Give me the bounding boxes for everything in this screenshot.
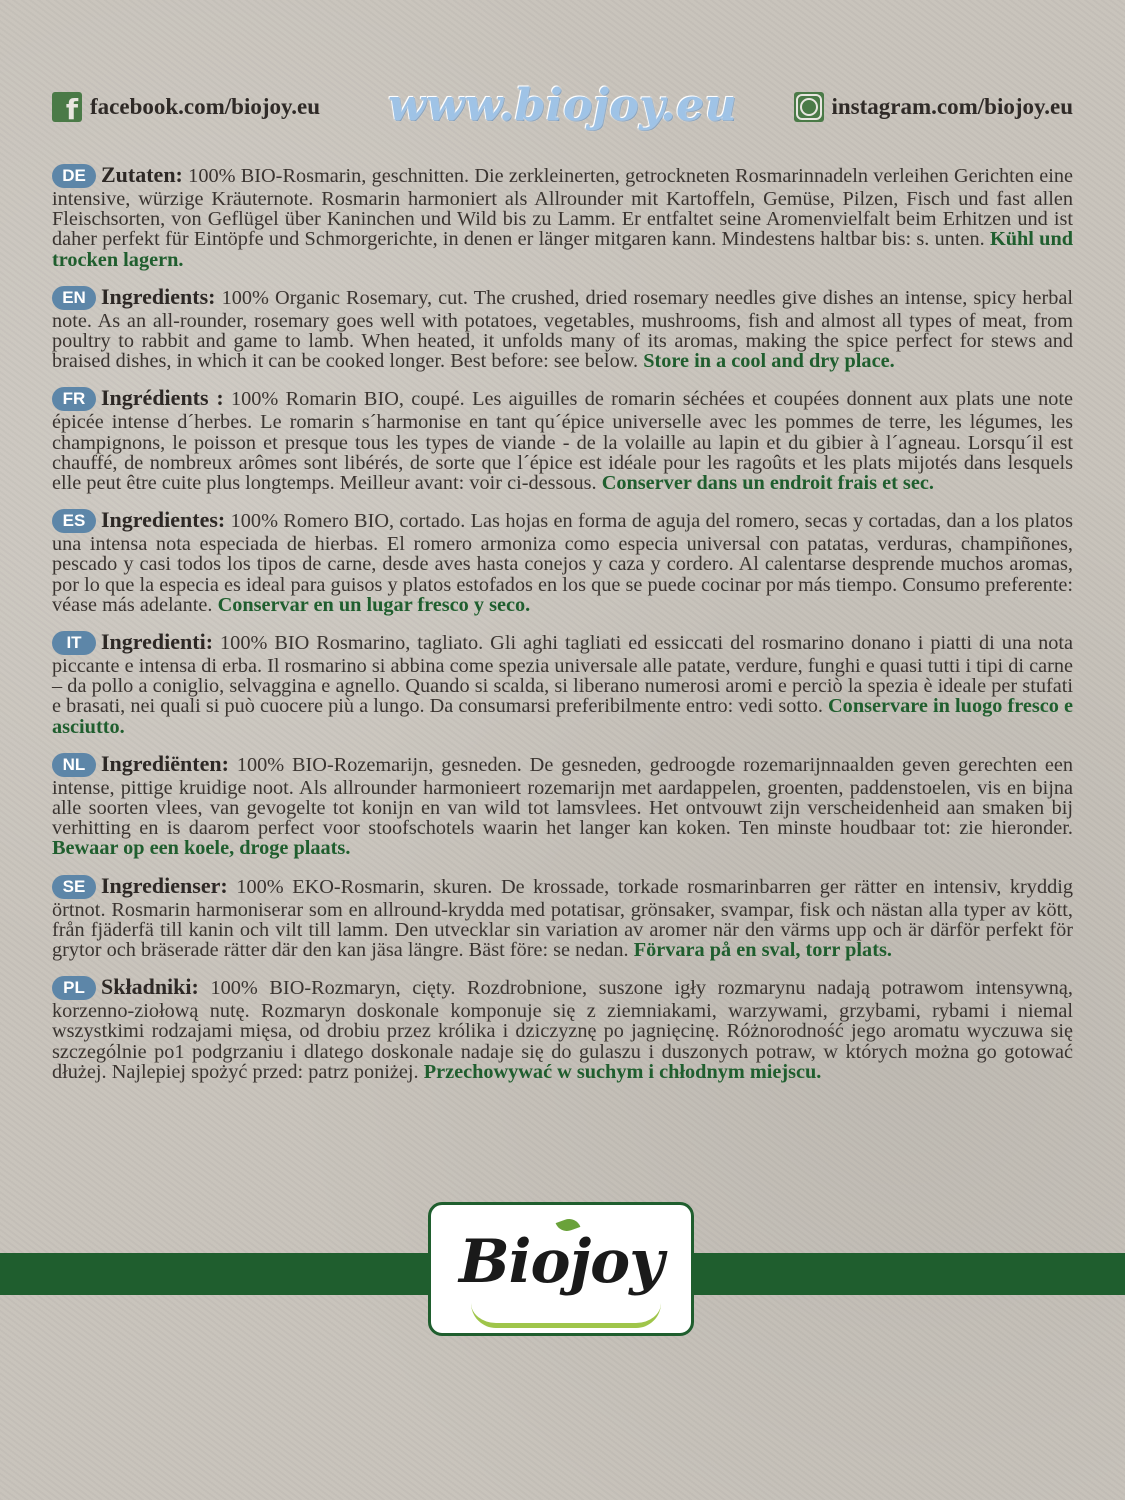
facebook-text: facebook.com/biojoy.eu <box>90 94 320 119</box>
storage-instruction: Store in a cool and dry place. <box>643 350 895 373</box>
entry-body: 100% EKO-Rosmarin, skuren. De krossade, torkade rosmarinbarren ger rätter en intensiv, kryddig örtnot. Rosmarin harmoniserar som en allround-krydda med potatisar, grönsaker, svampar, fisk och nästan alla typer av kött, från fjäderfä till kanin och vilt till lamm. Den utvecklar sin variation av aromer när den värms upp och är därför perfekt för grytor och bräserade rätter där den kan jäsa längre. Bäst före: se nedan. <box>52 875 1073 962</box>
entry-heading: Ingrediënten: <box>101 750 229 776</box>
language-badge: SE <box>52 875 96 899</box>
entry-body: 100% Romarin BIO, coupé. Les aiguilles de romarin séchées et coupées donnent aux plats une note épicée intense d´herbes. Le romarin s´harmonise en tant qu´épice universelle avec les pommes de terre, les légumes, les champignons, le poisson et presque tous les types de viande - de la volaille au lapin et du gibier à l´agneau. Lorsqu´il est chauffé, de nombreux arômes sont libérés, de sorte que l´épice est idéale pour les ragoûts et les plats mijotés dans lesquels elle peut être cuite plus longtemps. Meilleur avant: voir ci-dessous. <box>52 388 1074 495</box>
entry-en <box>52 283 1073 373</box>
language-badge: FR <box>52 387 96 411</box>
instagram-link[interactable] <box>794 92 1074 122</box>
entry-heading: Ingrédients : <box>101 385 224 411</box>
entry-body: 100% Romero BIO, cortado. Las hojas en forma de aguja del romero, secas y cortadas, dan a los platos una intensa nota especiada de hierbas. El romero armoniza como especia universal con patatas, verduras, champiñones, pescado y casi todos los tipos de carne, desde aves hasta conejos y caza y cordero. Al calentarse desprende muchos aromas, por lo que la especia es ideal para guisos y platos estofados en los que se puede cocinar por más tiempo. Consumo preferente: véase más adelante. <box>52 510 1073 616</box>
entry-body: 100% BIO-Rozemarijn, gesneden. De gesneden, gedroogde rozemarijnnaalden geven gerechten een intense, pittige kruidige noot. Als allrounder harmonieert rozemarijn met aardappelen, groenten, paddenstoelen, vis en bijna alle soorten vlees, van gevogelte tot konijn en van wild tot lamsvlees. Het ontvouwt zijn verscheidenheid aan smaken bij verhitting en is daarom perfect voor stoofschotels waarin het langer kan koken. Ten minste houdbaar tot: zie hieronder. <box>52 753 1073 840</box>
instagram-text: instagram.com/biojoy.eu <box>831 94 1073 119</box>
language-badge: EN <box>52 286 96 310</box>
storage-instruction: Conservare in luogo fresco e asciutto. <box>52 695 1073 738</box>
biojoy-logo <box>428 1202 694 1336</box>
entry-body: 100% BIO Rosmarino, tagliato. Gli aghi tagliati ed essiccati del rosmarino donano i piatti di una nota piccante e intensa di erba. Il rosmarino si abbina come spezia universale alle patate, verdure, funghi e quasi tutti i tipi di carne – da pollo a coniglio, selvaggina e agnello. Quando si scalda, si liberano numerosi aromi e perciò la spezia è ideale per stufati e brasati, nei quali si può cuocere più a lungo. Da consumarsi preferibilmente entro: vedi sotto. <box>52 632 1074 718</box>
entry-body: 100% Organic Rosemary, cut. The crushed, dried rosemary needles give dishes an intense, spicy herbal note. As an all-rounder, rosemary goes well with potatoes, vegetables, mushrooms, fish and almost all types of meat, from poultry to rabbit and game to lamb. When heated, it unfolds many of its aromas, making the spice perfect for stews and braised dishes, in which it can be cooked longer. Best before: see below. <box>52 286 1073 373</box>
entry-se <box>52 872 1073 962</box>
storage-instruction: Förvara på en sval, torr plats. <box>633 939 892 962</box>
entry-body: 100% BIO-Rozmaryn, cięty. Rozdrobnione, suszone igły rozmarynu nadają potrawom intensywną, korzenno-ziołową nutę. Rozmaryn doskonale komponuje się z ziemniakami, warzywami, grzybami, rybami i niemal wszystkimi rodzajami mięsa, od drobiu przez królika i dziczyznę po jagnięcinę. Różnorodność jego aromatu wyczuwa się szczególnie po1 podgrzaniu i dlatego doskonale nadaje się do gulaszu i duszonych potraw, w których można go gotować dłużej. Najlepiej spożyć przed: patrz poniżej. <box>52 977 1073 1083</box>
storage-instruction: Conservar en un lugar fresco y seco. <box>217 593 531 616</box>
storage-instruction: Kühl und trocken lagern. <box>52 228 1073 271</box>
storage-instruction: Przechowywać w suchym i chłodnym miejscu. <box>423 1060 822 1083</box>
entry-de <box>52 162 1074 271</box>
language-badge: PL <box>52 976 96 1000</box>
website-link[interactable]: www.biojoy.eu <box>388 80 737 131</box>
entry-fr <box>52 385 1074 495</box>
language-badge: NL <box>52 753 96 777</box>
entry-heading: Zutaten: <box>101 162 183 187</box>
entry-nl <box>52 750 1073 860</box>
header <box>0 0 1125 150</box>
entry-heading: Składniki: <box>101 974 199 1000</box>
entry-heading: Ingredients: <box>101 283 216 309</box>
ingredients-list <box>52 162 1074 1099</box>
language-badge: IT <box>52 631 96 655</box>
entry-heading: Ingredienti: <box>101 629 214 655</box>
entry-body: 100% BIO-Rosmarin, geschnitten. Die zerkleinerten, getrockneten Rosmarinnadeln verleihen Gerichten eine intensive, würzige Kräuternote. Rosmarin harmoniert als Allrounder mit Kartoffeln, Gemüse, Pilzen, Fisch und fast allen Fleischsorten, von Geflügel über Kaninchen und Wild bis zu Lamm. Er entfaltet seine Aromenvielfalt beim Erhitzen und ist daher perfekt für Eintöpfe und Schmorgerichte, in denen er länger mitgaren kann. Mindestens haltbar bis: s. unten. <box>52 165 1074 251</box>
language-badge: ES <box>52 509 96 533</box>
entry-heading: Ingredienser: <box>101 872 228 898</box>
swoosh-icon <box>471 1303 661 1328</box>
entry-es <box>52 507 1073 616</box>
storage-instruction: Bewaar op een koele, droge plaats. <box>52 837 351 860</box>
language-badge: DE <box>52 164 96 188</box>
entry-it <box>52 629 1074 738</box>
storage-instruction: Conserver dans un endroit frais et sec. <box>601 472 934 495</box>
entry-heading: Ingredientes: <box>101 507 226 533</box>
entry-pl <box>52 974 1073 1083</box>
logo-text: Biojoy <box>458 1227 664 1297</box>
instagram-icon <box>794 92 824 122</box>
